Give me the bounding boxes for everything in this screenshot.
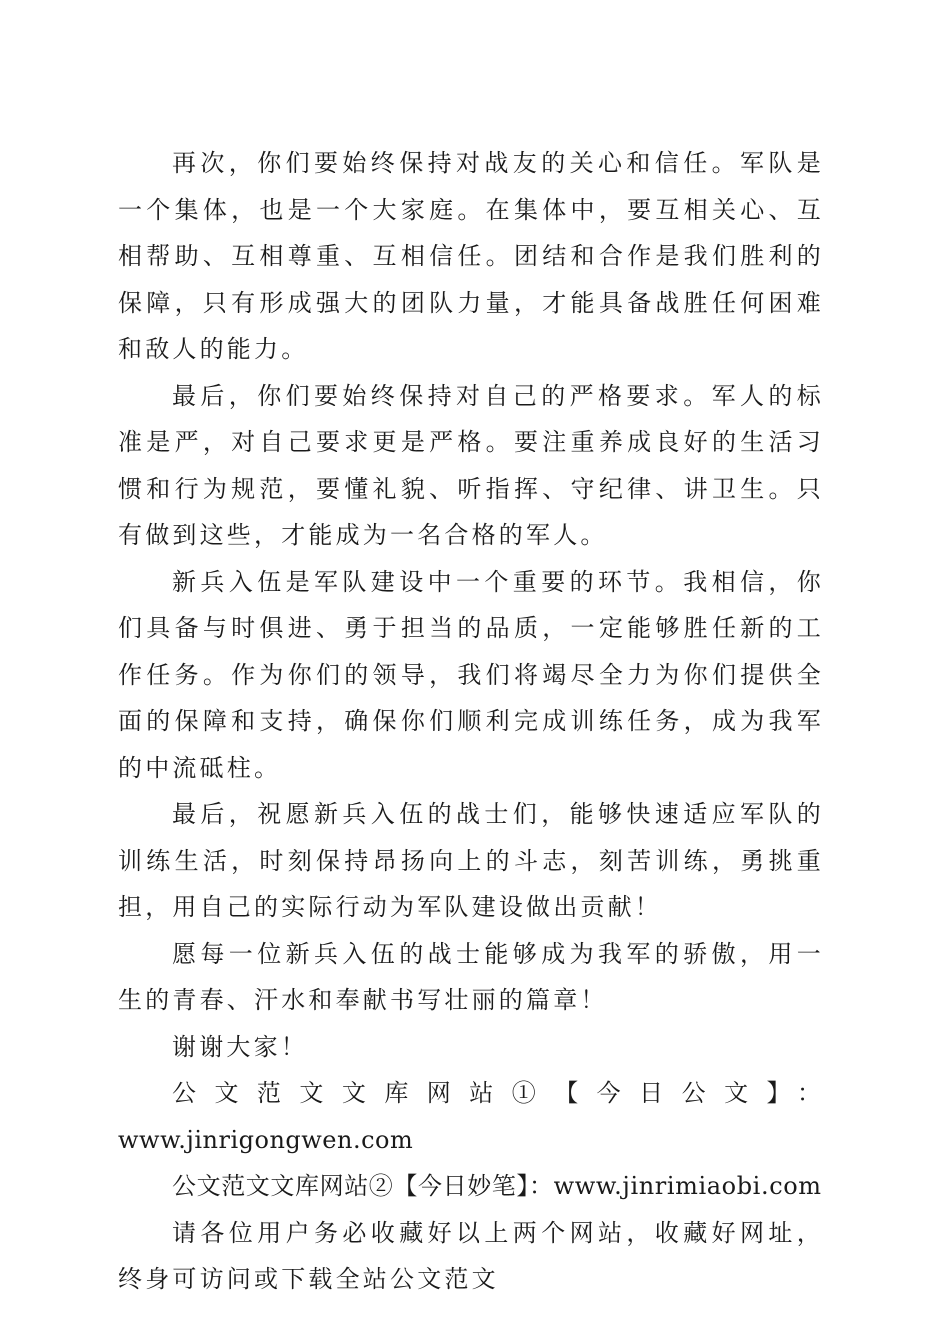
paragraph-thanks: 谢谢大家！ xyxy=(172,1032,308,1061)
paragraph-enlistment: 新兵入伍是军队建设中一个重要的环节。我相信，你们具备与时俱进、勇于担当的品质，一定能够胜任新的工作任务。作为你们的领导，我们将竭尽全力为你们提供全面的保障和支持，确保你们顺利完成训练任务，成为我军的中流砥柱。 xyxy=(118,567,824,782)
notice-paragraph: 请各位用户务必收藏好以上两个网站，收藏好网址，终身可访问或下载全站公文范文 xyxy=(118,1218,824,1293)
paragraph-wishes: 最后，祝愿新兵入伍的战士们，能够快速适应军队的训练生活，时刻保持昂扬向上的斗志，刻苦训练，勇挑重担，用自己的实际行动为军队建设做出贡献！ xyxy=(118,800,824,921)
paragraph-trust: 再次，你们要始终保持对战友的关心和信任。军队是一个集体，也是一个大家庭。在集体中，要互相关心、互相帮助、互相尊重、互相信任。团结和合作是我们胜利的保障，只有形成强大的团队力量，才能具备战胜任何困难和敌人的能力。 xyxy=(118,149,824,363)
site2-line[interactable]: 公文范文文库网站②【今日妙笔】：www.jinrimiaobi.com xyxy=(172,1172,822,1200)
paragraph-hope: 愿每一位新兵入伍的战士能够成为我军的骄傲，用一生的青春、汗水和奉献书写壮丽的篇章！ xyxy=(118,939,824,1014)
document-page xyxy=(118,140,824,1303)
paragraph-discipline: 最后，你们要始终保持对自己的严格要求。军人的标准是严，对自己要求更是严格。要注重养成良好的生活习惯和行为规范，要懂礼貌、听指挥、守纪律、讲卫生。只有做到这些，才能成为一名合格的军人。 xyxy=(118,381,824,549)
site1-url-link[interactable]: www.jinrigongwen.com xyxy=(118,1125,414,1154)
site1-label: 公文范文文库网站①【今日公文】： xyxy=(172,1079,824,1107)
